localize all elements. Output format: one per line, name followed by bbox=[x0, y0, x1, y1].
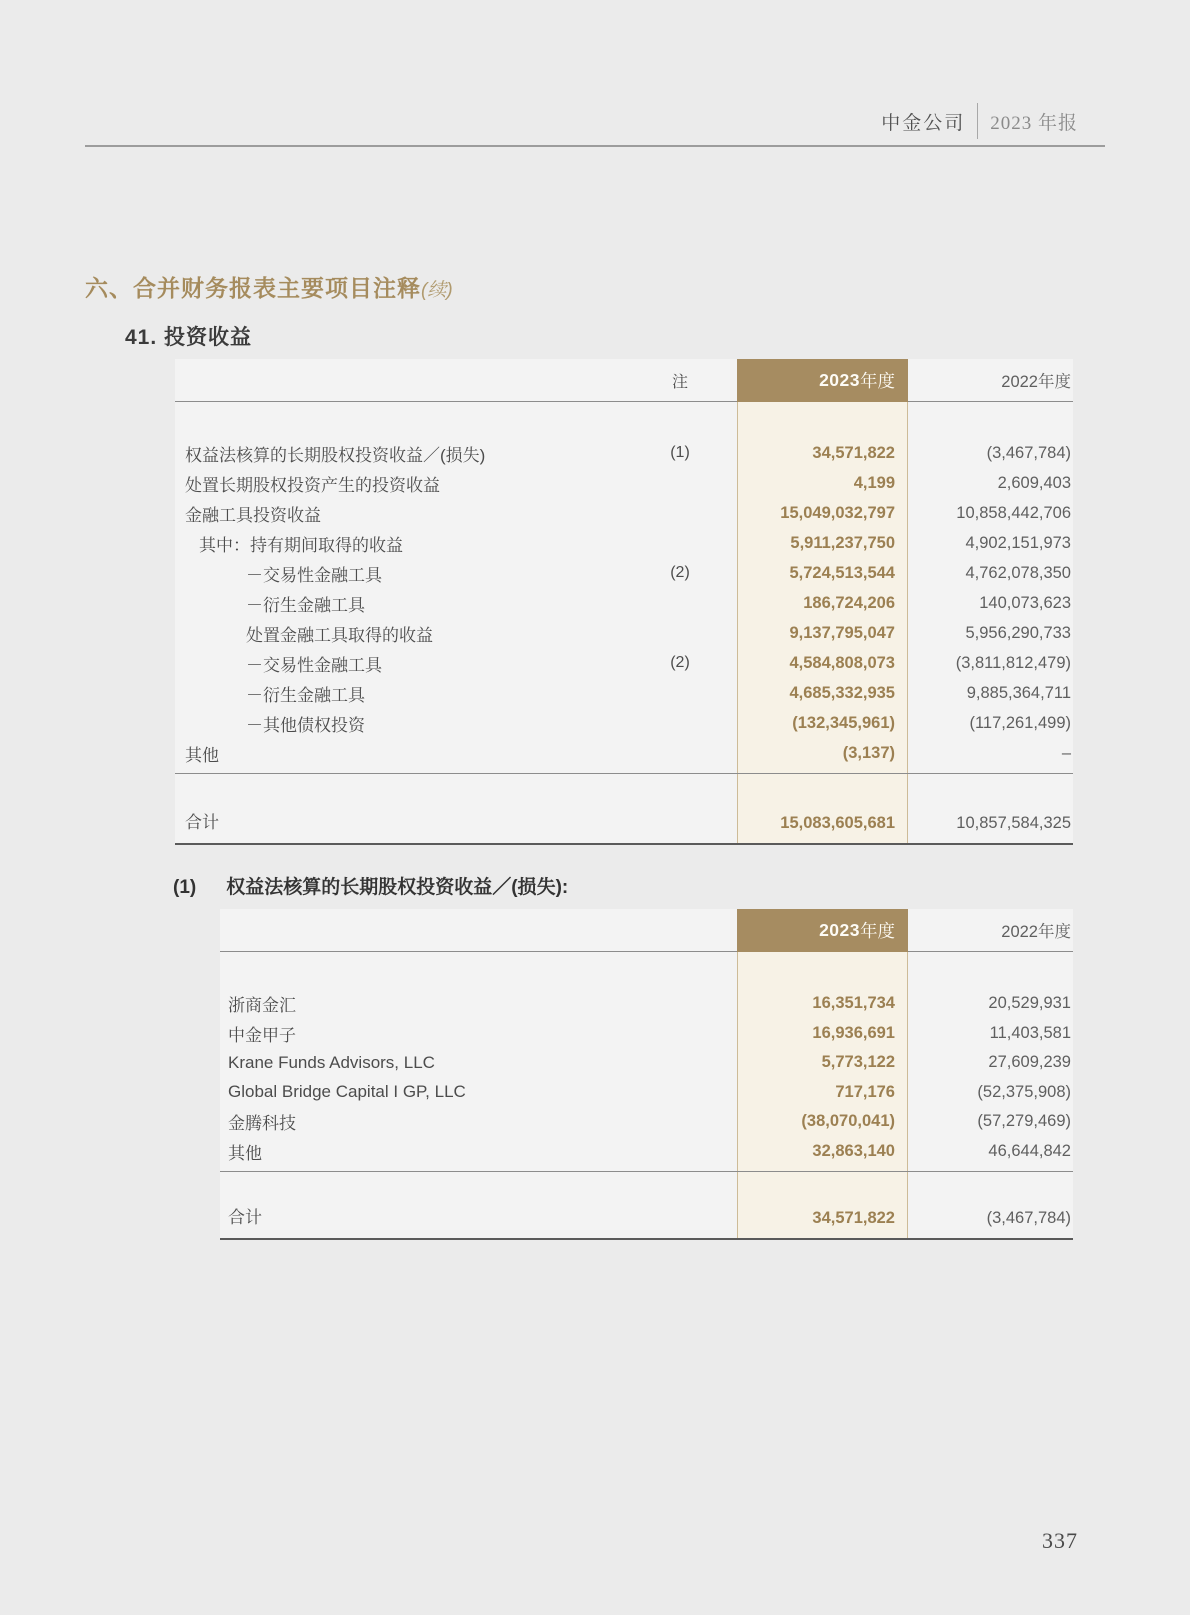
row-value-2023: (38,070,041) bbox=[801, 1112, 895, 1131]
row-value-2022: 2,609,403 bbox=[997, 473, 1071, 492]
row-value-2022: 27,609,239 bbox=[988, 1053, 1071, 1072]
row-value-2022: 4,902,151,973 bbox=[965, 533, 1071, 552]
note-1-text: 权益法核算的长期股权投资收益／(损失): bbox=[226, 877, 569, 898]
row-label: 金融工具投资收益 bbox=[185, 505, 321, 525]
row-value-2022: 46,644,842 bbox=[988, 1141, 1071, 1160]
row-value-2022: (57,279,469) bbox=[977, 1112, 1071, 1131]
row-label: 浙商金汇 bbox=[228, 996, 296, 1016]
year-2023-suffix: 年度 bbox=[860, 921, 895, 941]
table-row bbox=[220, 1019, 1073, 1049]
row-value-2023: 32,863,140 bbox=[812, 1141, 895, 1160]
table-row bbox=[175, 708, 1073, 738]
year-2023-bold: 2023 bbox=[819, 920, 860, 940]
row-label: 其中：持有期间取得的收益 bbox=[199, 535, 403, 555]
company-name: 中金公司 bbox=[881, 112, 966, 134]
table-row bbox=[220, 1107, 1073, 1137]
row-note-ref: (2) bbox=[670, 654, 690, 671]
row-label: 中金甲子 bbox=[228, 1025, 296, 1045]
row-label: Krane Funds Advisors, LLC bbox=[228, 1052, 435, 1072]
table-row bbox=[175, 678, 1073, 708]
table-row bbox=[175, 588, 1073, 618]
column-header-2023 bbox=[737, 359, 908, 402]
row-value-2023: (3,137) bbox=[842, 743, 895, 762]
row-label: －衍生金融工具 bbox=[246, 595, 365, 615]
row-label: 金腾科技 bbox=[228, 1114, 296, 1134]
row-value-2022: 4,762,078,350 bbox=[965, 563, 1071, 582]
table-header-row bbox=[220, 909, 1073, 952]
row-note-ref: (2) bbox=[670, 564, 690, 581]
row-value-2022: 140,073,623 bbox=[979, 593, 1071, 612]
table-row bbox=[175, 498, 1073, 528]
table-body bbox=[175, 402, 1073, 768]
table-row bbox=[175, 618, 1073, 648]
page-header bbox=[881, 103, 1078, 139]
table-header-row bbox=[175, 359, 1073, 402]
row-value-2022: 20,529,931 bbox=[988, 994, 1071, 1013]
page-number: 337 bbox=[1042, 1528, 1078, 1553]
row-value-2022: 11,403,581 bbox=[989, 1023, 1071, 1042]
table-row bbox=[220, 1048, 1073, 1078]
column-header-note: 注 bbox=[671, 373, 688, 391]
table-row bbox=[220, 1078, 1073, 1108]
table-row bbox=[175, 528, 1073, 558]
row-label: 其他 bbox=[185, 745, 219, 765]
table-row bbox=[175, 558, 1073, 588]
row-value-2023: 4,584,808,073 bbox=[789, 653, 895, 672]
row-value-2022: 5,956,290,733 bbox=[965, 623, 1071, 642]
row-value-2023: 9,137,795,047 bbox=[789, 623, 895, 642]
row-value-2022: 9,885,364,711 bbox=[966, 683, 1071, 702]
row-value-2023: 186,724,206 bbox=[803, 593, 895, 612]
table-row bbox=[175, 738, 1073, 768]
row-label: －交易性金融工具 bbox=[246, 655, 382, 675]
row-value-2023: (132,345,961) bbox=[792, 713, 895, 732]
row-value-2023: 15,049,032,797 bbox=[780, 503, 895, 522]
row-label: 处置金融工具取得的收益 bbox=[246, 625, 433, 645]
row-label: 其他 bbox=[228, 1143, 262, 1163]
note-41-title: 41. 投资收益 bbox=[125, 326, 253, 349]
row-label: 处置长期股权投资产生的投资收益 bbox=[185, 475, 440, 495]
table-row bbox=[175, 648, 1073, 678]
header-divider bbox=[977, 103, 978, 139]
note-1-title bbox=[173, 872, 568, 899]
row-value-2023: 16,351,734 bbox=[812, 994, 895, 1013]
row-value-2023: 16,936,691 bbox=[812, 1023, 895, 1042]
table-row bbox=[175, 468, 1073, 498]
row-value-2022: (52,375,908) bbox=[977, 1082, 1071, 1101]
row-value-2023: 4,685,332,935 bbox=[789, 683, 895, 702]
header-rule bbox=[85, 145, 1105, 147]
note-1-number: (1) bbox=[173, 877, 197, 898]
report-year-label: 2023 年报 bbox=[990, 112, 1078, 134]
investment-income-table bbox=[175, 359, 1073, 845]
table-row bbox=[220, 1137, 1073, 1167]
total-value-2022: (3,467,784) bbox=[986, 1209, 1071, 1227]
row-label: Global Bridge Capital I GP, LLC bbox=[228, 1082, 466, 1102]
section-title-continued: (续) bbox=[421, 280, 453, 301]
year-2023-bold: 2023 bbox=[819, 370, 860, 390]
total-value-2023: 34,571,822 bbox=[812, 1209, 895, 1227]
row-value-2022: (117,261,499) bbox=[969, 713, 1071, 732]
row-value-2023: 34,571,822 bbox=[812, 443, 895, 462]
total-value-2023: 15,083,605,681 bbox=[780, 814, 895, 832]
row-label: －衍生金融工具 bbox=[246, 685, 365, 705]
table-row bbox=[220, 989, 1073, 1019]
equity-method-detail-table bbox=[220, 909, 1073, 1240]
total-value-2022: 10,857,584,325 bbox=[956, 814, 1071, 832]
row-value-2023: 717,176 bbox=[835, 1082, 895, 1101]
row-value-2023: 5,911,237,750 bbox=[790, 533, 895, 552]
row-value-2022: (3,467,784) bbox=[986, 443, 1071, 462]
row-value-2023: 4,199 bbox=[853, 473, 895, 492]
table-body bbox=[220, 952, 1073, 1166]
row-label: 权益法核算的长期股权投资收益／(损失) bbox=[185, 445, 486, 465]
table-row bbox=[175, 438, 1073, 468]
row-value-2022: – bbox=[1061, 743, 1071, 762]
total-label: 合计 bbox=[228, 1208, 262, 1227]
row-value-2022: 10,858,442,706 bbox=[956, 503, 1071, 522]
row-note-ref: (1) bbox=[670, 444, 690, 461]
total-row bbox=[220, 1172, 1073, 1240]
section-title bbox=[85, 270, 453, 303]
column-header-2022: 2022年度 bbox=[1001, 923, 1071, 941]
column-header-2022: 2022年度 bbox=[1001, 373, 1071, 391]
row-value-2023: 5,724,513,544 bbox=[789, 563, 895, 582]
year-2023-suffix: 年度 bbox=[860, 371, 895, 391]
row-value-2022: (3,811,812,479) bbox=[955, 653, 1071, 672]
row-label: －交易性金融工具 bbox=[246, 565, 382, 585]
total-row bbox=[175, 774, 1073, 845]
section-title-text: 六、合并财务报表主要项目注释 bbox=[85, 275, 421, 301]
total-label: 合计 bbox=[185, 813, 219, 832]
column-header-2023 bbox=[737, 909, 908, 952]
row-value-2023: 5,773,122 bbox=[821, 1053, 895, 1072]
row-label: －其他债权投资 bbox=[246, 715, 365, 735]
